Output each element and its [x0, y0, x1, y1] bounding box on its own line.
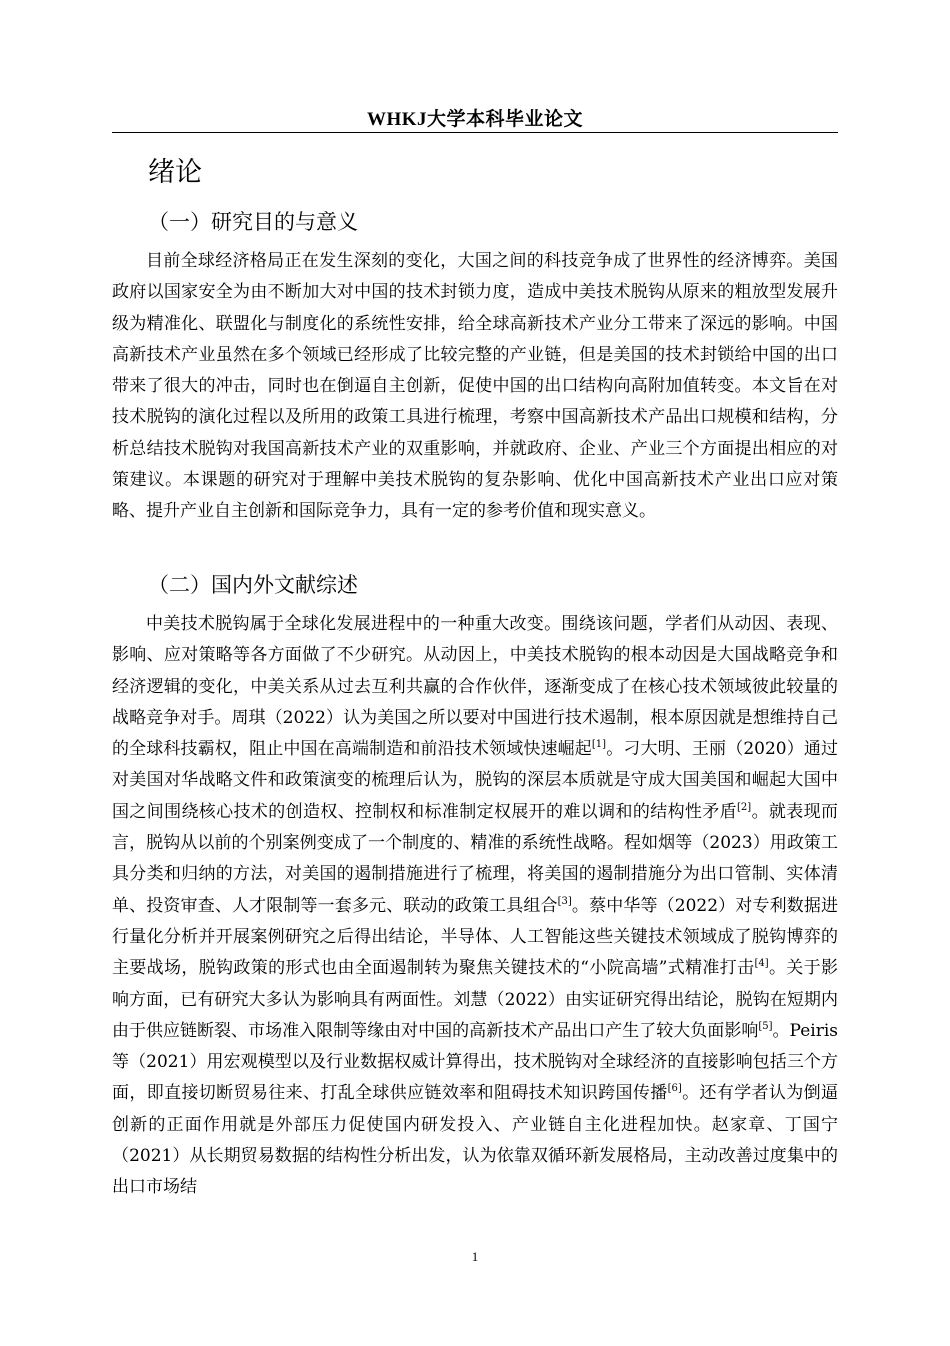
paragraph-literature: [112, 609, 838, 1204]
running-header: WHKJ大学本科毕业论文: [366, 109, 584, 130]
chapter-title: 绪论: [148, 157, 202, 188]
text-segment: 中美技术脱钩属于全球化发展进程中的一种重大改变。围绕该问题，学者们从动因、表现、影响、应对策略等各方面做了不少研究。从动因上，中美技术脱钩的根本动因是大国战略竞争和经济逻辑的变化，中美关系从过去互利共赢的合作伙伴，逐渐变成了在核心技术领域彼此较量的战略竞争对手。周琪（2022）认为美国之所以要对中国进行技术遏制，根本原因就是想维持自己的全球科技霸权，阻止中国在高端制造和前沿技术领域快速崛起: [112, 614, 838, 760]
text-segment: 。关于影响方面，已有研究大多认为影响具有两面性。刘慧（2022）由实证研究得出结论，脱钩在短期内由于供应链断裂、市场准入限制等缘由对中国的高新技术产品出口产生了较大负面影响: [112, 958, 838, 1041]
text-segment: 。就表现而言，脱钩从以前的个别案例变成了一个制度的、精准的系统性战略。程如烟等（2023）用政策工具分类和归纳的方法，对美国的遏制措施进行了梳理，将美国的遏制措施分为出口管制、实体清单、投资审查、人才限制等一套多元、联动的政策工具组合: [112, 801, 839, 916]
citation-6: [6]: [667, 1083, 682, 1095]
page-number: 1: [471, 1249, 479, 1264]
citation-5: [5]: [758, 1020, 773, 1032]
citation-2: [2]: [737, 801, 752, 813]
citation-1: [1]: [591, 739, 607, 751]
citation-3: [3]: [557, 895, 572, 907]
section-heading-literature: （二）国内外文献综述: [148, 573, 358, 597]
section-heading-purpose: （一）研究目的与意义: [148, 210, 358, 234]
text-segment: 。蔡中华等（2022）对专利数据进行量化分析并开展案例研究之后得出结论，半导体、人工智能这些关键技术领域成了脱钩博弈的主要战场，脱钩政策的形式也由全面遏制转为聚焦关键技术的“小院高墙”式精准打击: [112, 895, 839, 979]
header-rule: [112, 132, 838, 133]
text-segment: 。Peiris 等（2021）用宏观模型以及行业数据权威计算得出，技术脱钩对全球经济的直接影响包括三个方面，即直接切断贸易往来、打乱全球供应链效率和阻碍技术知识跨国传播: [112, 1020, 838, 1104]
text-segment: 。刁大明、王丽（2020）通过对美国对华战略文件和政策演变的梳理后认为，脱钩的深层本质就是守成大国美国和崛起大国中国之间围绕核心技术的创造权、控制权和标准制定权展开的难以调和的结构性矛盾: [112, 739, 839, 822]
citation-4: [4]: [754, 958, 769, 970]
paragraph-purpose: 目前全球经济格局正在发生深刻的变化，大国之间的科技竞争成了世界性的经济博弈。美国政府以国家安全为由不断加大对中国的技术封锁力度，造成中美技术脱钩从原来的粗放型发展升级为精准化、联盟化与制度化的系统性安排，给全球高新技术产业分工带来了深远的影响。中国高新技术产业虽然在多个领域已经形成了比较完整的产业链，但是美国的技术封锁给中国的出口带来了很大的冲击，同时也在倒逼自主创新，促使中国的出口结构向高附加值转变。本文旨在对技术脱钩的演化过程以及所用的政策工具进行梳理，考察中国高新技术产品出口规模和结构，分析总结技术脱钩对我国高新技术产业的双重影响，并就政府、企业、产业三个方面提出相应的对策建议。本课题的研究对于理解中美技术脱钩的复杂影响、优化中国高新技术产业出口应对策略、提升产业自主创新和国际竞争力，具有一定的参考价值和现实意义。: [112, 251, 838, 522]
text-segment: 。还有学者认为倒逼创新的正面作用就是外部压力促使国内研发投入、产业链自主化进程加快。赵家章、丁国宁（2021）从长期贸易数据的结构性分析出发，认为依靠双循环新发展格局，主动改善过度集中的出口市场结: [112, 1083, 839, 1198]
